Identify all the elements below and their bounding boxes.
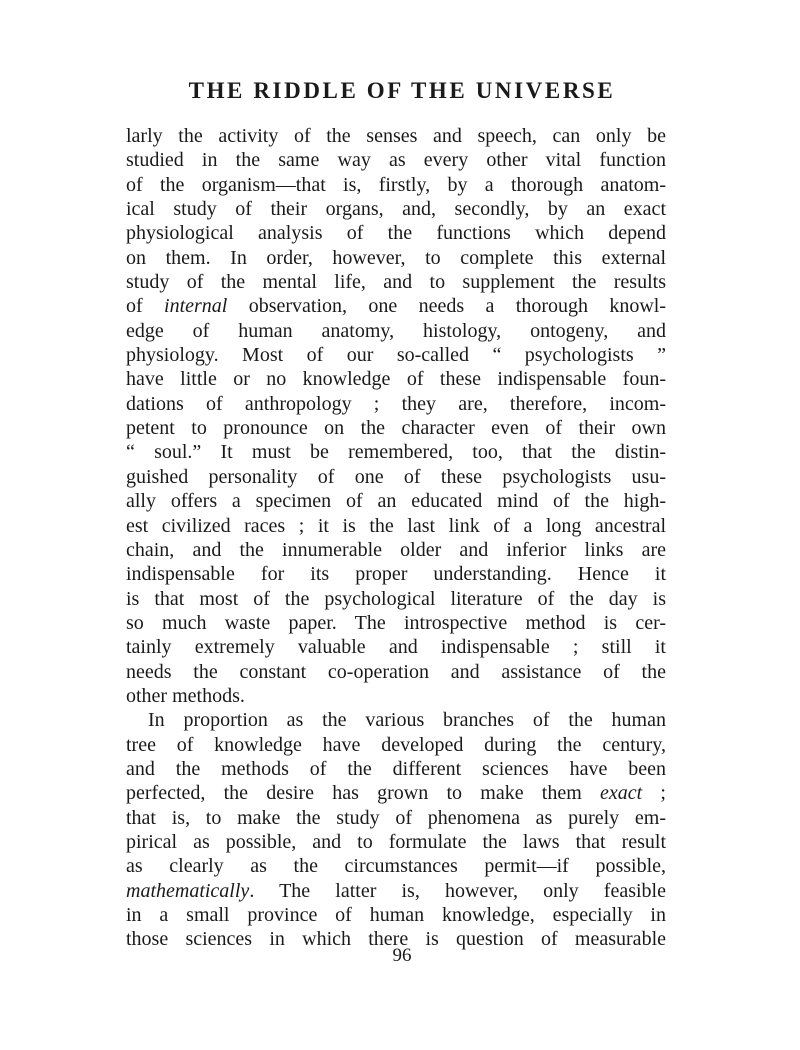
text-line: is that most of the psychological literature of the day is	[126, 587, 666, 610]
text-line: edge of human anatomy, histology, ontogeny, and	[126, 319, 666, 342]
text-line: as clearly as the circumstances permit—if possible,	[126, 855, 666, 878]
text-line: physiology. Most of our so-called “ psychologists ”	[126, 344, 666, 367]
text-line: so much waste paper. The introspective method is cer-	[126, 611, 666, 634]
italic-emphasis: internal	[164, 295, 228, 318]
text-line: pirical as possible, and to formulate the laws that result	[126, 830, 666, 853]
text-line: “ soul.” It must be remembered, too, that the distin-	[126, 441, 666, 464]
text-line: chain, and the innumerable older and inferior links are	[126, 538, 666, 561]
text-line: in a small province of human knowledge, especially in	[126, 904, 666, 926]
text-line: larly the activity of the senses and speech, can only be	[126, 125, 666, 147]
text-line: on them. In order, however, to complete this external	[126, 246, 666, 269]
text-line: indispensable for its proper understanding. Hence it	[126, 563, 666, 586]
text-line: have little or no knowledge of these indispensable foun-	[126, 368, 666, 391]
italic-emphasis: exact	[600, 782, 643, 805]
italic-emphasis: mathematically	[126, 879, 250, 902]
running-title: THE RIDDLE OF THE UNIVERSE	[188, 78, 616, 103]
text-line: dations of anthropology ; they are, therefore, incom-	[126, 392, 666, 415]
text-line: and the methods of the different sciences have been	[126, 757, 666, 780]
text-line: tainly extremely valuable and indispensable ; still it	[126, 636, 666, 659]
text-line: other methods.	[126, 684, 245, 707]
text-line: studied in the same way as every other vital function	[126, 149, 666, 172]
text-line: of the organism—that is, firstly, by a thorough anatom-	[126, 173, 666, 196]
page-number: 96	[392, 945, 412, 966]
text-line: physiological analysis of the functions which depend	[126, 222, 666, 245]
text-line: needs the constant co-operation and assistance of the	[126, 660, 666, 683]
text-line: est civilized races ; it is the last link of a long ancestral	[126, 514, 666, 537]
text-line: ally offers a specimen of an educated mind of the high-	[126, 490, 666, 513]
text-line: study of the mental life, and to supplement the results	[126, 271, 666, 294]
text-line: guished personality of one of these psychologists usu-	[126, 465, 666, 488]
text-line: perfected, the desire has grown to make them exact ;	[126, 782, 666, 805]
text-line: petent to pronounce on the character even of their own	[126, 417, 666, 440]
body-text	[126, 124, 666, 952]
text-line: ical study of their organs, and, secondly, by an exact	[126, 198, 666, 221]
text-line: mathematically. The latter is, however, only feasible	[126, 879, 666, 902]
text-line: tree of knowledge have developed during the century,	[126, 733, 666, 756]
text-line: In proportion as the various branches of the human	[148, 709, 666, 732]
text-line: those sciences in which there is question of measurable	[126, 928, 666, 951]
text-line: of internal observation, one needs a thorough knowl-	[126, 295, 666, 318]
text-line: that is, to make the study of phenomena as purely em-	[126, 806, 666, 829]
